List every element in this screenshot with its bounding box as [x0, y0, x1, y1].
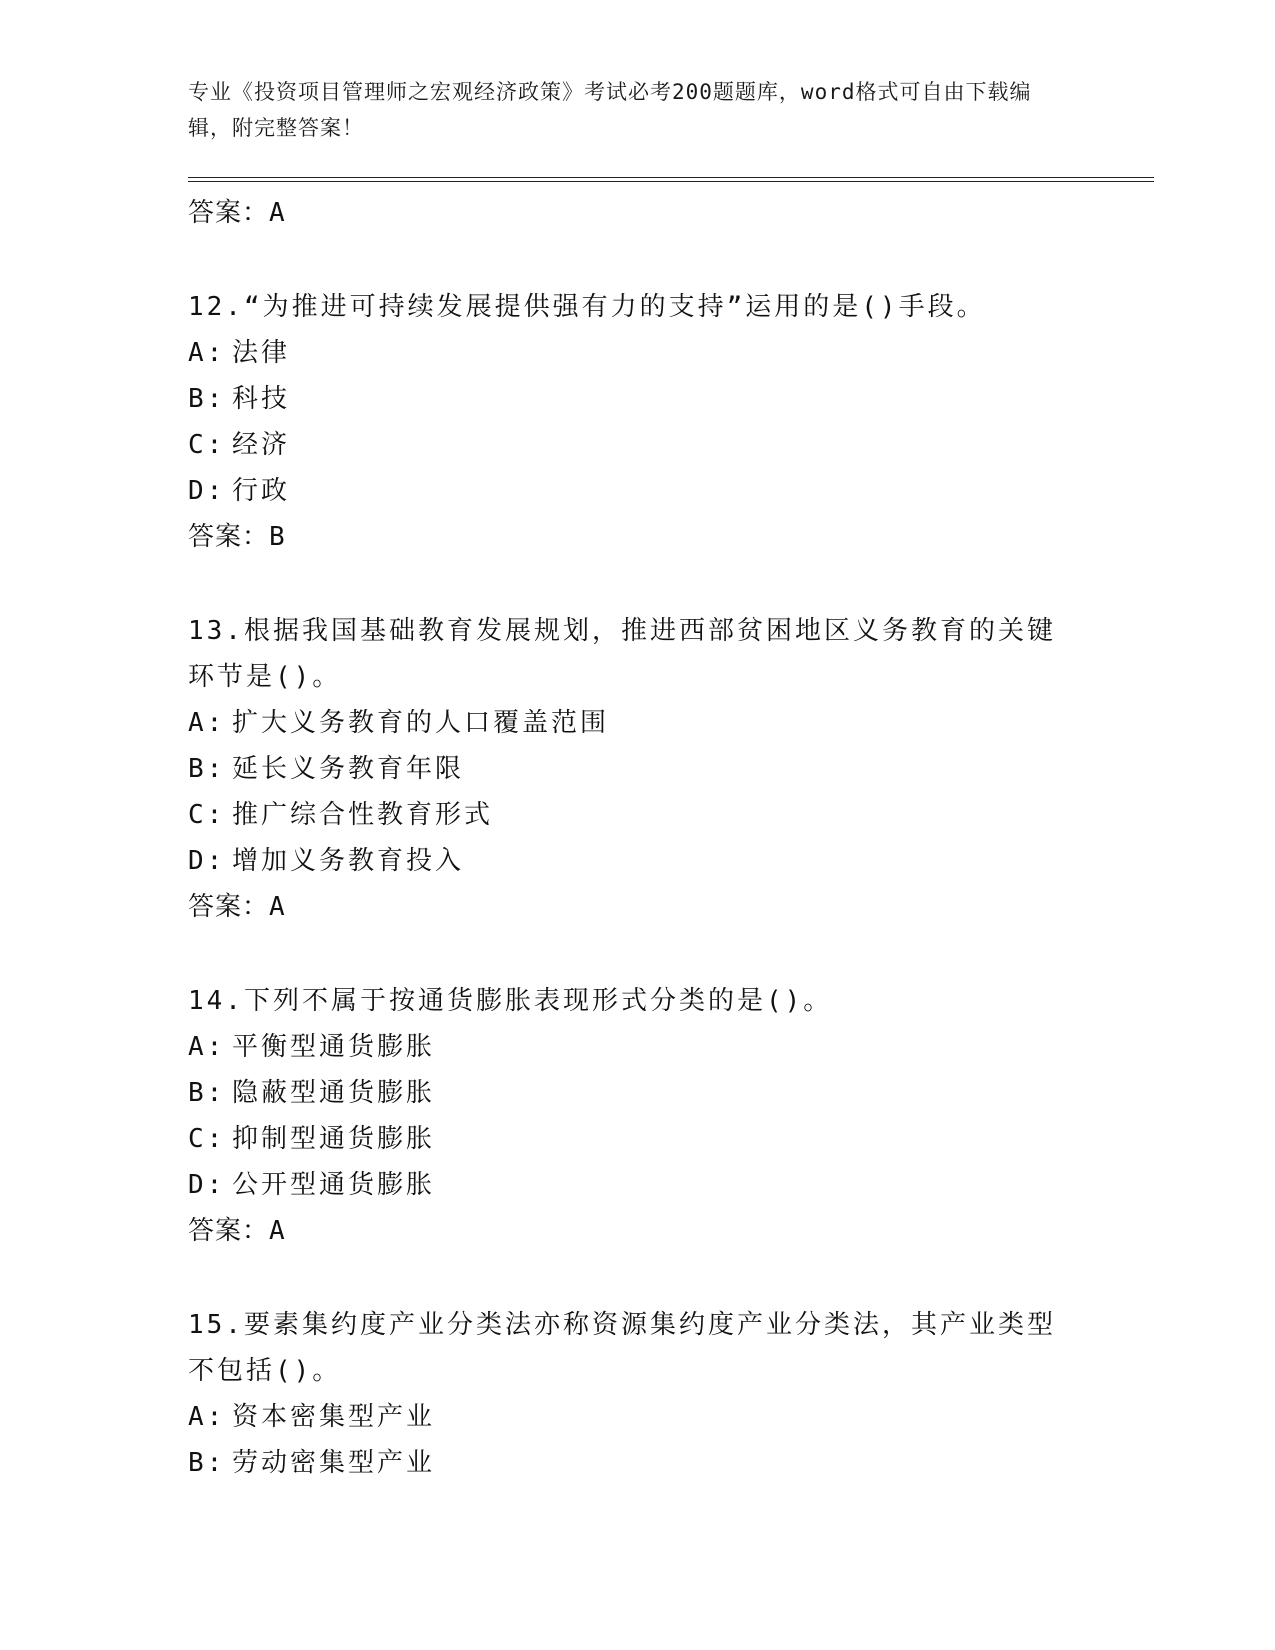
option-b — [188, 1070, 1088, 1116]
question-text: 14.下列不属于按通货膨胀表现形式分类的是()。 — [188, 986, 833, 1016]
option-key: C: — [188, 430, 226, 460]
answer-line — [188, 1208, 1088, 1254]
document-header-text: 专业《投资项目管理师之宏观经济政策》考试必考200题题库，word格式可自由下载编辑，附完整答案！ — [188, 80, 1032, 140]
option-b — [188, 376, 1088, 422]
option-b — [188, 1440, 1088, 1486]
question-item — [188, 284, 1088, 560]
option-key: A: — [188, 1032, 226, 1062]
option-text: 公开型通货膨胀 — [232, 1170, 436, 1200]
option-c — [188, 422, 1088, 468]
option-text: 法律 — [232, 338, 291, 368]
option-a — [188, 330, 1088, 376]
option-key: B: — [188, 754, 226, 784]
question-item — [188, 608, 1088, 930]
answer-line — [188, 514, 1088, 560]
option-key: C: — [188, 800, 226, 830]
option-key: D: — [188, 476, 226, 506]
option-text: 经济 — [232, 430, 291, 460]
answer-value: B — [269, 522, 286, 552]
question-text: 12.“为推进可持续发展提供强有力的支持”运用的是()手段。 — [188, 292, 986, 322]
option-b — [188, 746, 1088, 792]
option-c — [188, 792, 1088, 838]
answer-line — [188, 190, 1088, 236]
option-a — [188, 1024, 1088, 1070]
option-key: B: — [188, 384, 226, 414]
option-d — [188, 468, 1088, 514]
answer-label: 答案： — [188, 522, 270, 552]
answer-value: A — [269, 198, 286, 228]
option-text: 延长义务教育年限 — [232, 754, 465, 784]
option-a — [188, 700, 1088, 746]
option-text: 劳动密集型产业 — [232, 1448, 436, 1478]
option-text: 抑制型通货膨胀 — [232, 1124, 436, 1154]
question-text: 13.根据我国基础教育发展规划，推进西部贫困地区义务教育的关键环节是()。 — [188, 616, 1056, 692]
option-key: A: — [188, 708, 226, 738]
answer-value: A — [269, 892, 286, 922]
option-a — [188, 1394, 1088, 1440]
option-d — [188, 1162, 1088, 1208]
option-key: C: — [188, 1124, 226, 1154]
answer-value: A — [269, 1216, 286, 1246]
option-text: 平衡型通货膨胀 — [232, 1032, 436, 1062]
option-text: 隐蔽型通货膨胀 — [232, 1078, 436, 1108]
question-list — [188, 190, 1088, 1486]
question-text: 15.要素集约度产业分类法亦称资源集约度产业分类法，其产业类型不包括()。 — [188, 1310, 1056, 1386]
answer-label: 答案： — [188, 1216, 270, 1246]
answer-label: 答案： — [188, 198, 270, 228]
question-item — [188, 978, 1088, 1254]
answer-line — [188, 884, 1088, 930]
option-text: 推广综合性教育形式 — [232, 800, 494, 830]
option-key: B: — [188, 1448, 226, 1478]
option-key: D: — [188, 846, 226, 876]
option-key: A: — [188, 338, 226, 368]
option-text: 扩大义务教育的人口覆盖范围 — [232, 708, 610, 738]
option-text: 资本密集型产业 — [232, 1402, 436, 1432]
option-text: 增加义务教育投入 — [232, 846, 465, 876]
header-divider-top — [188, 177, 1154, 178]
option-key: D: — [188, 1170, 226, 1200]
option-text: 科技 — [232, 384, 291, 414]
question-item — [188, 1302, 1088, 1486]
option-d — [188, 838, 1088, 884]
option-text: 行政 — [232, 476, 291, 506]
option-key: B: — [188, 1078, 226, 1108]
option-c — [188, 1116, 1088, 1162]
option-key: A: — [188, 1402, 226, 1432]
header-divider-bottom — [188, 181, 1154, 182]
answer-label: 答案： — [188, 892, 270, 922]
